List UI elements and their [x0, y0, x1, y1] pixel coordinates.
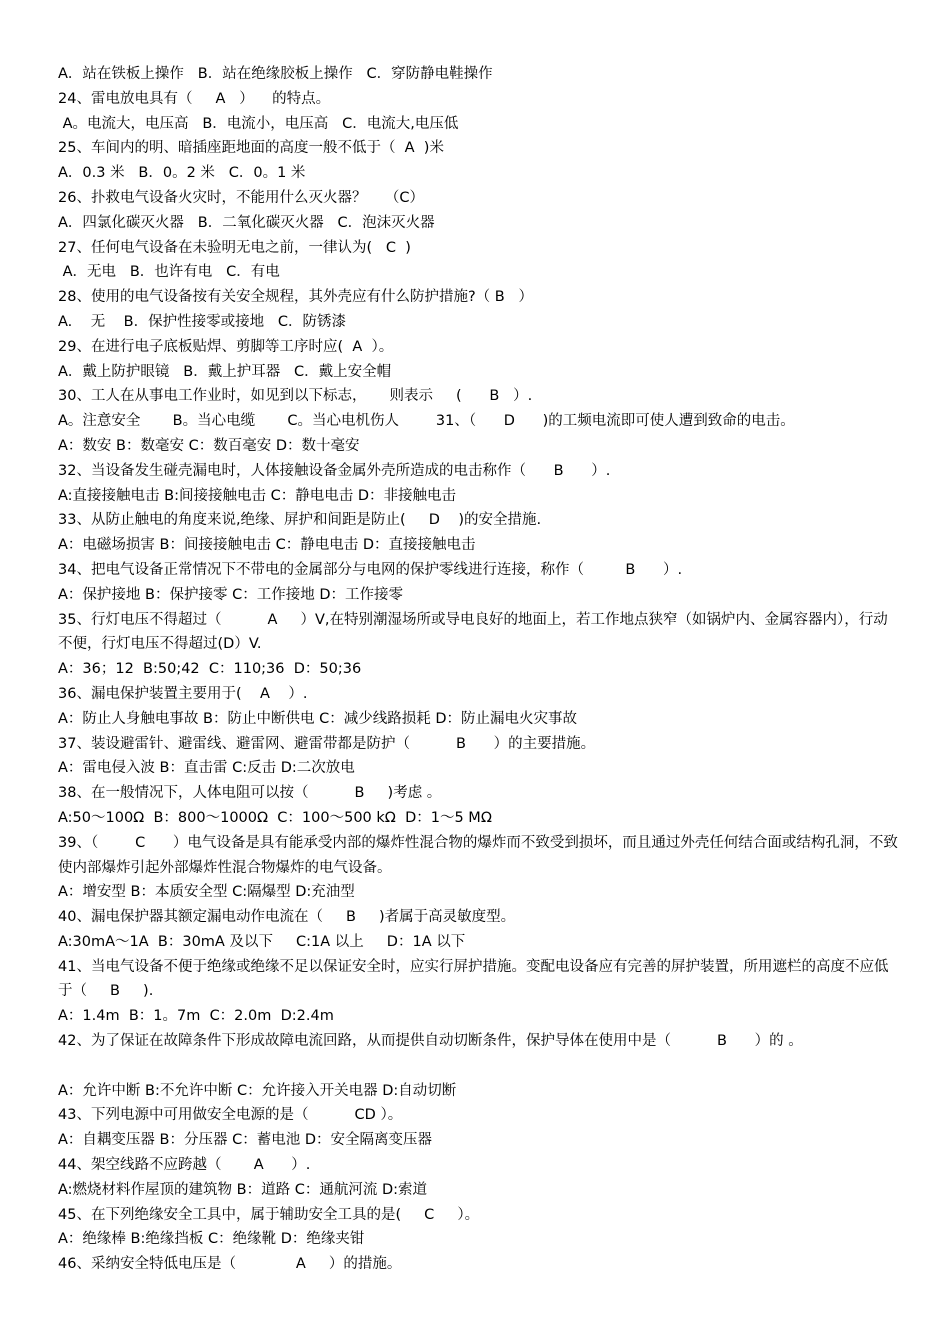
text-line: A：1.4m B：1。7m C：2.0m D:2.4m	[58, 1008, 334, 1025]
text-line: 44、架空线路不应跨越（ A ）.	[58, 1157, 311, 1174]
text-line: 38、在一般情况下，人体电阻可以按（ B )考虑 。	[58, 785, 442, 802]
text-line: 24、雷电放电具有（ A ） 的特点。	[58, 90, 331, 107]
text-line: A：防止人身触电事故 B：防止中断供电 C：减少线路损耗 D：防止漏电火灾事故	[58, 710, 577, 727]
text-line: A．四氯化碳灭火器 B．二氧化碳灭火器 C．泡沫灭火器	[58, 214, 435, 231]
text-line: A：绝缘棒 B:绝缘挡板 C：绝缘靴 D：绝缘夹钳	[58, 1231, 365, 1248]
text-line: A．无电 B．也许有电 C．有电	[58, 264, 280, 281]
text-line: A:直接接触电击 B:间接接触电击 C：静电电击 D：非接触电击	[58, 487, 456, 504]
text-line: A. 无 B．保护性接零或接地 C．防锈漆	[58, 313, 347, 330]
text-line: 36、漏电保护装置主要用于( A ）.	[58, 685, 308, 702]
text-line: 33、从防止触电的角度来说,绝缘、屏护和间距是防止( D )的安全措施.	[58, 512, 542, 529]
text-line: 42、为了保证在故障条件下形成故障电流回路，从而提供自动切断条件，保护导体在使用中是（ B ）的 。	[58, 1033, 803, 1050]
text-line: 30、工人在从事电工作业时，如见到以下标志， 则表示 ( B ）.	[58, 388, 533, 405]
text-line: 27、任何电气设备在未验明无电之前，一律认为( C )	[58, 239, 411, 256]
text-line: A：允许中断 B:不允许中断 C：允许接入开关电器 D:自动切断	[58, 1082, 457, 1099]
text-line: 41、当电气设备不便于绝缘或绝缘不足以保证安全时，应实行屏护措施。变配电设备应有完善的屏护装置，所用遮栏的高度不应低于（ B ).	[58, 958, 889, 1000]
text-line: A:50～100Ω B：800～1000Ω C：100～500 kΩ D：1～5 MΩ	[58, 809, 492, 826]
text-line: 35、行灯电压不得超过（ A ）V,在特别潮湿场所或导电良好的地面上，若工作地点狭窄（如锅炉内、金属容器内），行动不便，行灯电压不得超过(D）V.	[58, 611, 888, 653]
text-line: 25、车间内的明、暗插座距地面的高度一般不低于（ A )米	[58, 140, 444, 157]
text-line: 43、下列电源中可用做安全电源的是（ CD ）。	[58, 1107, 403, 1124]
text-line: 45、在下列绝缘安全工具中，属于辅助安全工具的是( C ）。	[58, 1206, 480, 1223]
text-line: 39、（ C ）电气设备是具有能承受内部的爆炸性混合物的爆炸而不致受到损坏，而且通过外壳任何结合面或结构孔洞，不致使内部爆炸引起外部爆炸性混合物爆炸的电气设备。	[58, 834, 898, 876]
blank-line	[58, 1054, 900, 1079]
text-line: A：保护接地 B：保护接零 C：工作接地 D：工作接零	[58, 586, 403, 603]
text-line: A：电磁场损害 B：间接接触电击 C：静电电击 D：直接接触电击	[58, 537, 476, 554]
text-line: A：数安 B：数毫安 C：数百毫安 D：数十毫安	[58, 437, 360, 454]
text-line: A．0.3 米 B．0。2 米 C．0。1 米	[58, 165, 306, 182]
text-line: A。注意安全 B。当心电缆 C。当心电机伤人 31、（ D )的工频电流即可使人遭到致命的电击。	[58, 413, 795, 430]
text-line: 29、在进行电子底板贴焊、剪脚等工序时应( A ）。	[58, 338, 394, 355]
text-line: 46、采纳安全特低电压是（ A ）的措施。	[58, 1256, 402, 1273]
text-line: A：增安型 B：本质安全型 C:隔爆型 D:充油型	[58, 884, 355, 901]
text-line: A：自耦变压器 B：分压器 C：蓄电池 D：安全隔离变压器	[58, 1132, 432, 1149]
text-line: 26、扑救电气设备火灾时，不能用什么灭火器？ （C）	[58, 189, 425, 206]
text-line: A：36；12 B:50;42 C：110;36 D：50;36	[58, 661, 362, 678]
text-line: 37、装设避雷针、避雷线、避雷网、避雷带都是防护（ B ）的主要措施。	[58, 735, 596, 752]
text-line: A。电流大，电压高 B．电流小，电压高 C．电流大,电压低	[58, 115, 459, 132]
text-line: 32、当设备发生碰壳漏电时，人体接触设备金属外壳所造成的电击称作（ B ）.	[58, 462, 611, 479]
text-line: 34、把电气设备正常情况下不带电的金属部分与电网的保护零线进行连接，称作（ B ）.	[58, 561, 683, 578]
document-body	[58, 62, 900, 1277]
text-line: 40、漏电保护器其额定漏电动作电流在（ B )者属于高灵敏度型。	[58, 909, 516, 926]
text-line: 28、使用的电气设备按有关安全规程，其外壳应有什么防护措施?（ B ）	[58, 289, 534, 306]
text-line: A:30mA～1A B：30mA 及以下 C:1A 以上 D：1A 以下	[58, 933, 466, 950]
text-line: A．站在铁板上操作 B．站在绝缘胶板上操作 C．穿防静电鞋操作	[58, 66, 493, 82]
text-line: A．戴上防护眼镜 B．戴上护耳器 C．戴上安全帽	[58, 363, 392, 380]
text-line: A：雷电侵入波 B：直击雷 C:反击 D:二次放电	[58, 760, 355, 777]
text-line: A:燃烧材料作屋顶的建筑物 B：道路 C：通航河流 D:索道	[58, 1181, 427, 1198]
